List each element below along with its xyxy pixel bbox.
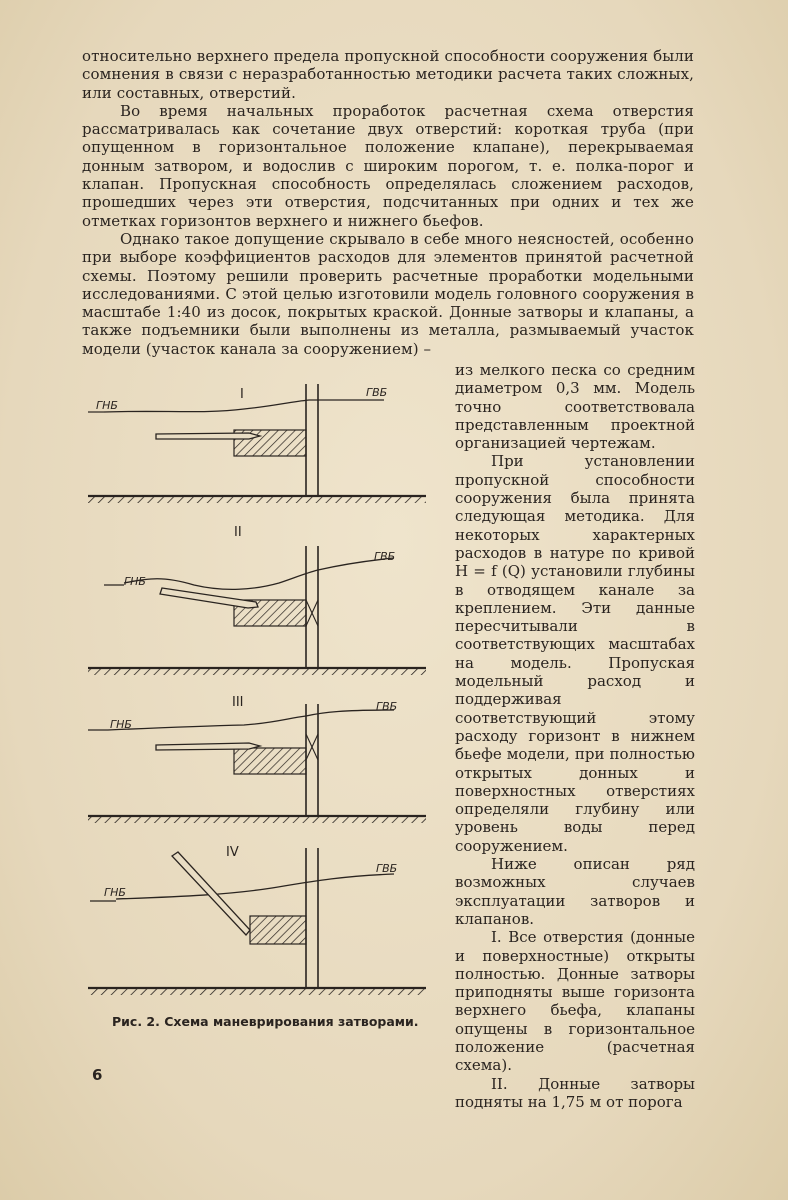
figure-caption: Рис. 2. Схема маневрирования затворами. [112, 1014, 419, 1029]
page-number: 6 [92, 1066, 103, 1084]
panel-1 [88, 384, 426, 503]
figure-svg [84, 378, 434, 998]
panel-numeral: I [240, 387, 244, 402]
full-width-text [82, 47, 694, 358]
panel-3 [88, 695, 426, 823]
downstream-level-label: ГНБ [96, 399, 118, 412]
paragraph: II. Донные затворы подняты на 1,75 м от порога [455, 1074, 695, 1111]
panel-2 [88, 525, 426, 675]
paragraph: Однако такое допущение скрывало в себе много неясностей, особенно при выборе коэффициентов расходов для элементов принятой расчетной схемы. Поэтому решили проверить расчетные проработки модельными исследованиями. С этой целью изготовили модель головного сооружения в масштабе 1:40 из досок, покрытых краской. Донные затворы и клапаны, а также подъемники были выполнены из металла, размываемый участок модели (участок канала за сооружением) – [82, 229, 694, 358]
panel-4 [88, 845, 426, 995]
upstream-level-label: ГВБ [376, 700, 398, 713]
paragraph: Во время начальных проработок расчетная схема отверстия рассматривалась как сочетание двух отверстий: короткая труба (при опущенном в горизонтальное положение клапане), перекрываемая донным затвором, и водослив с широким порогом, т. е. полка-порог и клапан. Пропускная способность определялась сложением расходов, прошедших через эти отверстия, подсчитанных при одних и тех же отметках горизонтов верхнего и нижнего бьефов. [82, 101, 694, 230]
upstream-level-label: ГВБ [374, 550, 396, 563]
paragraph: Ниже описан ряд возможных случаев эксплуатации затворов и клапанов. [455, 855, 695, 928]
upstream-level-label: ГВБ [366, 386, 388, 399]
figure-gate-maneuvering [84, 378, 434, 998]
paragraph: При установлении пропускной способности сооружения была принята следующая методика. Для некоторых характерных расходов в натуре по кривой H = f (Q) установили глубины в отводящем канале за креплением. Эти данные пересчитывали в соответствующих масштабах на модель. Пропуская модельный расход и поддерживая соответствующий этому расходу горизонт в нижнем бьефе модели, при полностью открытых донных и поверхностных отверстиях определяли глубину или уровень воды перед сооружением. [455, 452, 695, 855]
downstream-level-label: ГНБ [104, 886, 126, 899]
upstream-level-label: ГВБ [376, 862, 398, 875]
paragraph: I. Все отверстия (донные и поверхностные) открыты полностью. Донные затворы приподняты выше горизонта верхнего бьефа, клапаны опущены в горизонтальное положение (расчетная схема). [455, 928, 695, 1075]
downstream-level-label: ГНБ [110, 718, 132, 731]
paragraph: из мелкого песка со средним диаметром 0,3 мм. Модель точно соответствовала представленным проектной организацией чертежам. [455, 361, 695, 453]
downstream-level-label: ГНБ [124, 575, 146, 588]
paragraph: относительно верхнего предела пропускной способности сооружения были сомнения в связи с неразработанностью методики расчета таких сложных, или составных, отверстий. [82, 47, 694, 102]
panel-numeral: III [232, 695, 244, 710]
panel-numeral: II [234, 525, 242, 540]
panel-numeral: IV [226, 845, 239, 860]
right-column-text [455, 361, 695, 1111]
